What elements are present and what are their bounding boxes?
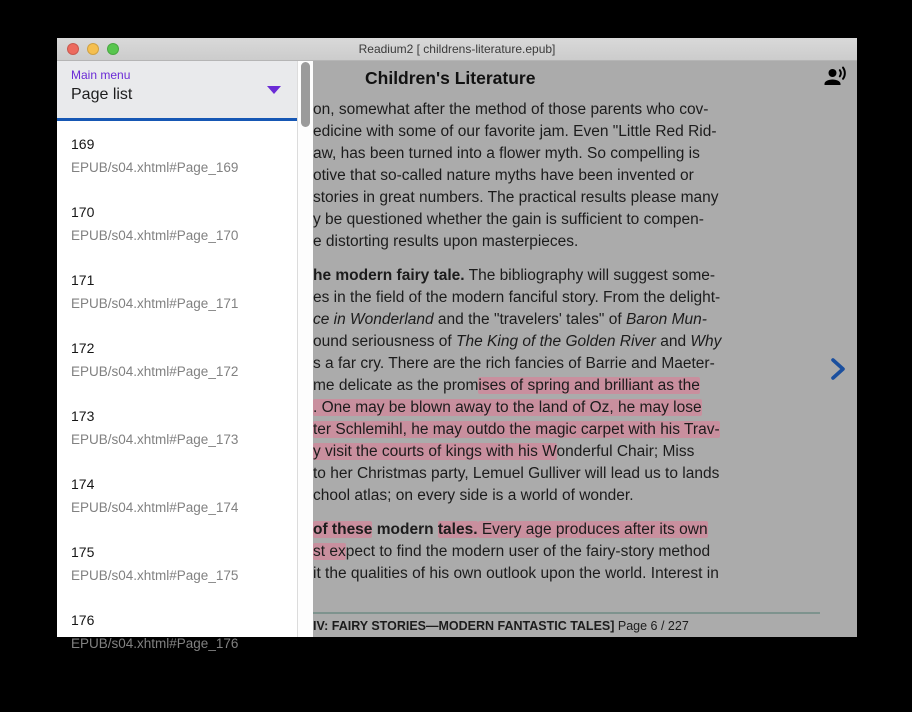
- page-href: EPUB/s04.xhtml#Page_173: [71, 432, 239, 447]
- page-href: EPUB/s04.xhtml#Page_176: [71, 636, 239, 651]
- scrollbar-thumb[interactable]: [301, 62, 310, 127]
- sidebar-scrollbar[interactable]: [297, 60, 313, 637]
- page-number: 169: [71, 136, 95, 152]
- page-list-item[interactable]: [57, 476, 297, 544]
- page-list: [57, 121, 297, 680]
- page-list-item[interactable]: [57, 272, 297, 340]
- page-href: EPUB/s04.xhtml#Page_171: [71, 296, 239, 311]
- page-number: 170: [71, 204, 95, 220]
- page-list-item[interactable]: [57, 612, 297, 680]
- page-href: EPUB/s04.xhtml#Page_172: [71, 364, 239, 379]
- main-menu-label: Main menu: [71, 68, 131, 82]
- page-list-item[interactable]: [57, 204, 297, 272]
- sidebar-page-list-panel: [57, 60, 297, 651]
- page-list-item[interactable]: [57, 136, 297, 204]
- footer-divider: [307, 612, 820, 614]
- window-title: Readium2 [ childrens-literature.epub]: [358, 42, 556, 56]
- zoom-button[interactable]: [107, 43, 119, 55]
- book-text: on, somewhat after the method of those parents who cov- edicine with some of our favorite jam. Even "Little Red Rid- aw, has been turned into a flower myth. So compelling is otive that so-called nature myths have been invented or stories in great numbers. The practical results please many y be questioned whether the gain is sufficient to compen- e distorting results upon masterpieces. he modern fairy tale. The bibliography will suggest some- es in the field of the modern fanciful story. From the delight- ce in Wonderland and the "travelers' tales" of Baron Mun- ound seriousness of The King of the Golden River and Why s a far cry. There are the rich fancies of Barrie and Maeter- me delicate as the promises of spring and brilliant as the . One may be blown away to the land of Oz, he may lose ter Schlemihl, he may outdo the magic carpet with his Trav- y visit the courts of kings with his Wonderful Chair; Miss to her Christmas party, Lemuel Gulliver will lead us to lands chool atlas; on every side is a world of wonder. of these modern tales. Every age produces after its own st expect to find the modern user of the fairy-story method it the qualities of his own outlook upon the world. Interest in: [313, 101, 722, 582]
- page-list-item[interactable]: [57, 340, 297, 408]
- page-list-item[interactable]: [57, 408, 297, 476]
- page-number: 171: [71, 272, 95, 288]
- page-href: EPUB/s04.xhtml#Page_175: [71, 568, 239, 583]
- page-href: EPUB/s04.xhtml#Page_170: [71, 228, 239, 243]
- text-to-speech-button[interactable]: [824, 65, 848, 89]
- chevron-down-icon[interactable]: [267, 86, 281, 94]
- page-number: 174: [71, 476, 95, 492]
- app-window: [57, 38, 857, 651]
- page-number: 176: [71, 612, 95, 628]
- footer-status: [313, 619, 689, 633]
- minimize-button[interactable]: [87, 43, 99, 55]
- record-voice-over-icon: [824, 76, 848, 93]
- page-number: 173: [71, 408, 95, 424]
- next-page-button[interactable]: [827, 355, 849, 383]
- close-button[interactable]: [67, 43, 79, 55]
- page-number: 175: [71, 544, 95, 560]
- page-number: 172: [71, 340, 95, 356]
- sidebar-header: [57, 60, 297, 121]
- page-href: EPUB/s04.xhtml#Page_169: [71, 160, 239, 175]
- window-titlebar: [57, 38, 857, 61]
- page-list-item[interactable]: [57, 544, 297, 612]
- footer-chapter-label: IV: FAIRY STORIES—MODERN FANTASTIC TALES]: [313, 619, 615, 633]
- page-href: EPUB/s04.xhtml#Page_174: [71, 500, 239, 515]
- book-title: Children's Literature: [365, 68, 536, 88]
- menu-select[interactable]: Page list: [71, 86, 133, 103]
- chevron-right-icon: [827, 370, 849, 387]
- traffic-lights: [67, 43, 119, 55]
- footer-page-indicator: Page 6 / 227: [614, 619, 689, 633]
